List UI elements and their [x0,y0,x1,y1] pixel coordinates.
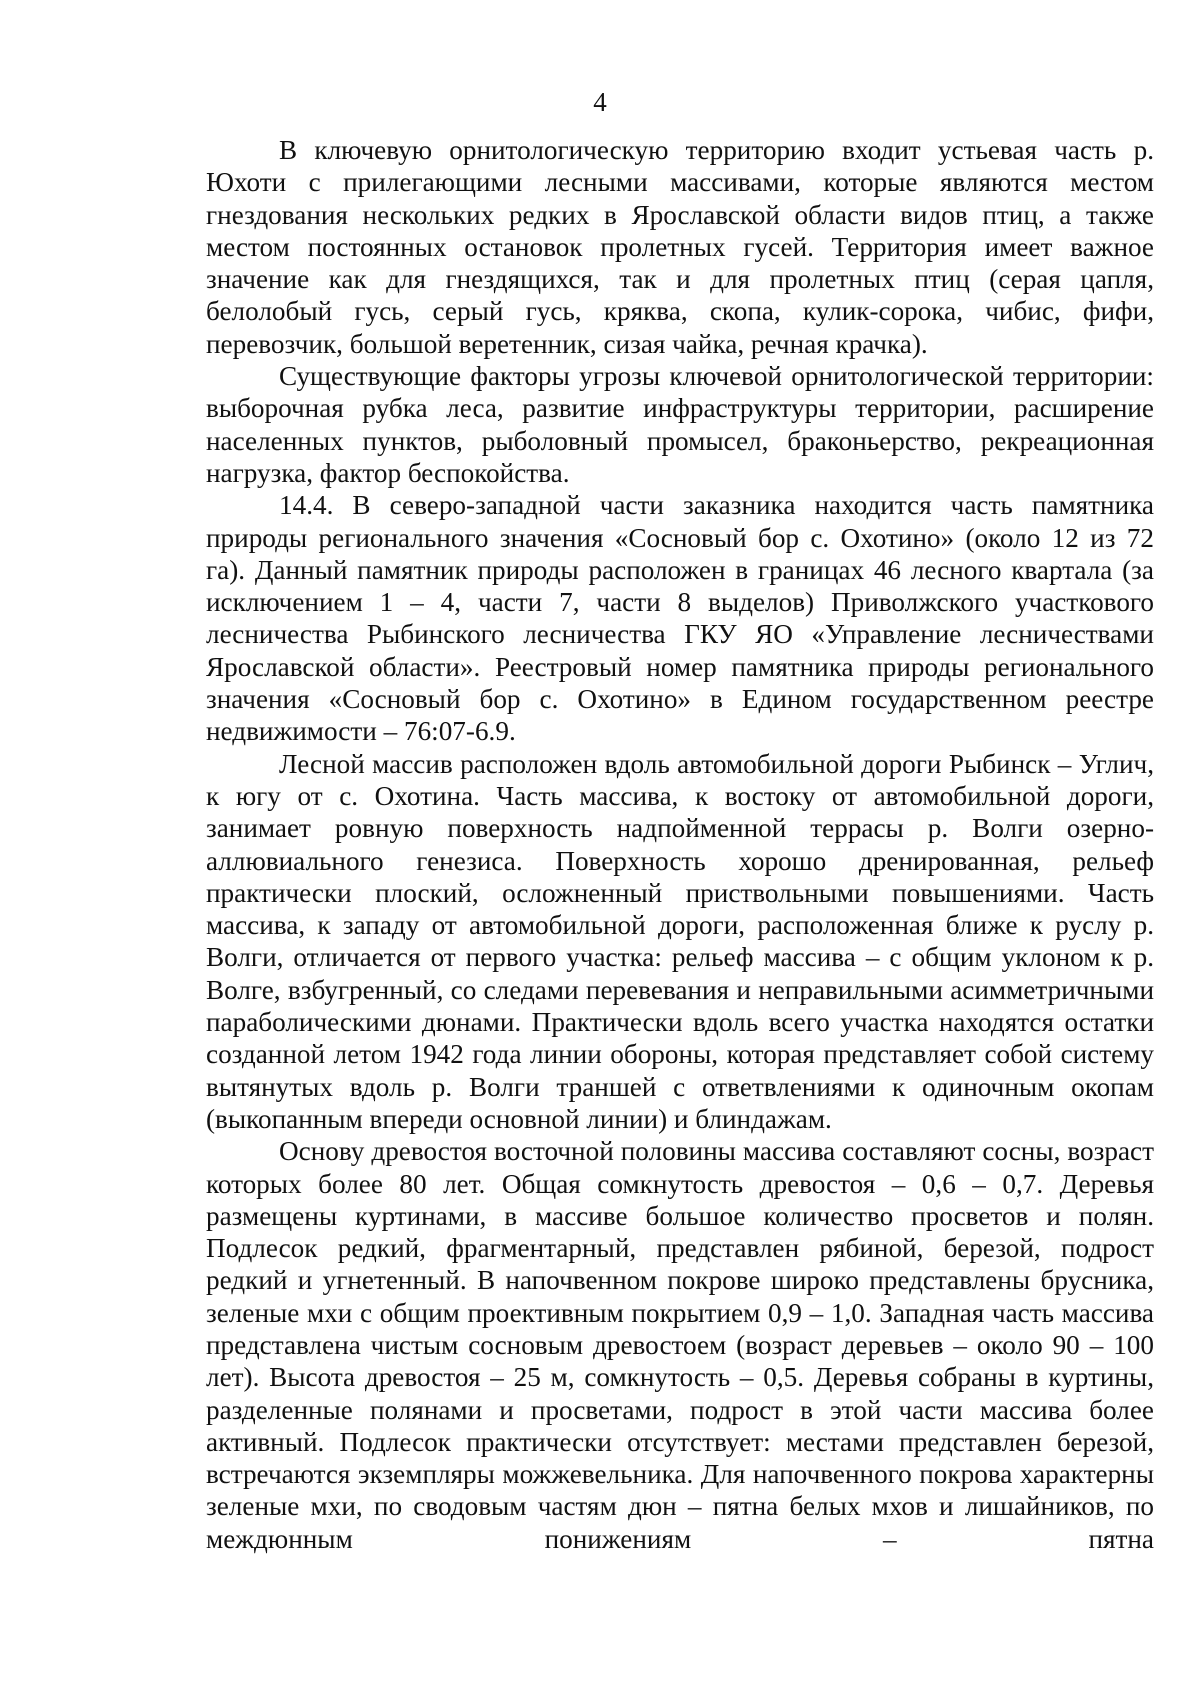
paragraph-threat-factors: Существующие факторы угрозы ключевой орнитологической территории: выборочная рубка леса, развитие инфраструктуры территории, расширение населенных пунктов, рыболовный промысел, браконьерство, рекреационная нагрузка, фактор беспокойства. [206,361,1154,488]
page-number: 4 [593,87,607,117]
document-body [206,134,1154,1555]
paragraph-ornithological-territory: В ключевую орнитологическую территорию входит устьевая часть р. Юхоти с прилегающими лесными массивами, которые являются местом гнездования нескольких редких в Ярославской области видов птиц, а также местом постоянных остановок пролетных гусей. Территория имеет важное значение как для гнездящихся, так и для пролетных птиц (серая цапля, белолобый гусь, серый гусь, кряква, скопа, кулик-сорока, чибис, фифи, перевозчик, большой веретенник, сизая чайка, речная крачка). [206,135,1154,359]
paragraph-section-14-4: 14.4. В северо-западной части заказника находится часть памятника природы регионального значения «Сосновый бор с. Охотино» (около 12 из 72 га). Данный памятник природы расположен в границах 46 лесного квартала (за исключением 1 – 4, части 7, части 8 выделов) Приволжского участкового лесничества Рыбинского лесничества ГКУ ЯО «Управление лесничествами Ярославской области». Реестровый номер памятника природы регионального значения «Сосновый бор с. Охотино» в Едином государственном реестре недвижимости – 76:07-6.9. [206,490,1154,747]
paragraph-stand-composition: Основу древостоя восточной половины массива составляют сосны, возраст которых более 80 лет. Общая сомкнутость древостоя – 0,6 – 0,7. Деревья размещены куртинами, в массиве большое количество просветов и полян. Подлесок редкий, фрагментарный, представлен рябиной, березой, подрост редкий и угнетенный. В напочвенном покрове широко представлены брусника, зеленые мхи с общим проективным покрытием 0,9 – 1,0. Западная часть массива представлена чистым сосновым древостоем (возраст деревьев – около 90 – 100 лет). Высота древостоя – 25 м, сомкнутость – 0,5. Деревья собраны в куртины, разделенные полянами и просветами, подрост в этой части массива более активный. Подлесок практически отсутствует: местами представлен березой, встречаются экземпляры можжевельника. Для напочвенного покрова характерны зеленые мхи, по сводовым частям дюн – пятна белых мхов и лишайников, по междюнным понижениям – пятна [206,1136,1154,1554]
paragraph-forest-location: Лесной массив расположен вдоль автомобильной дороги Рыбинск – Углич, к югу от с. Охотина. Часть массива, к востоку от автомобильной дороги, занимает ровную поверхность надпойменной террасы р. Волги озерно-аллювиального генезиса. Поверхность хорошо дренированная, рельеф практически плоский, осложненный приствольными повышениями. Часть массива, к западу от автомобильной дороги, расположенная ближе к руслу р. Волги, отличается от первого участка: рельеф массива – с общим уклоном к р. Волге, взбугренный, со следами перевевания и неправильными асимметричными параболическими дюнами. Практически вдоль всего участка находятся остатки созданной летом 1942 года линии обороны, которая представляет собой систему вытянутых вдоль р. Волги траншей с ответвлениями к одиночным окопам (выкопанным впереди основной линии) и блиндажам. [206,748,1154,1134]
